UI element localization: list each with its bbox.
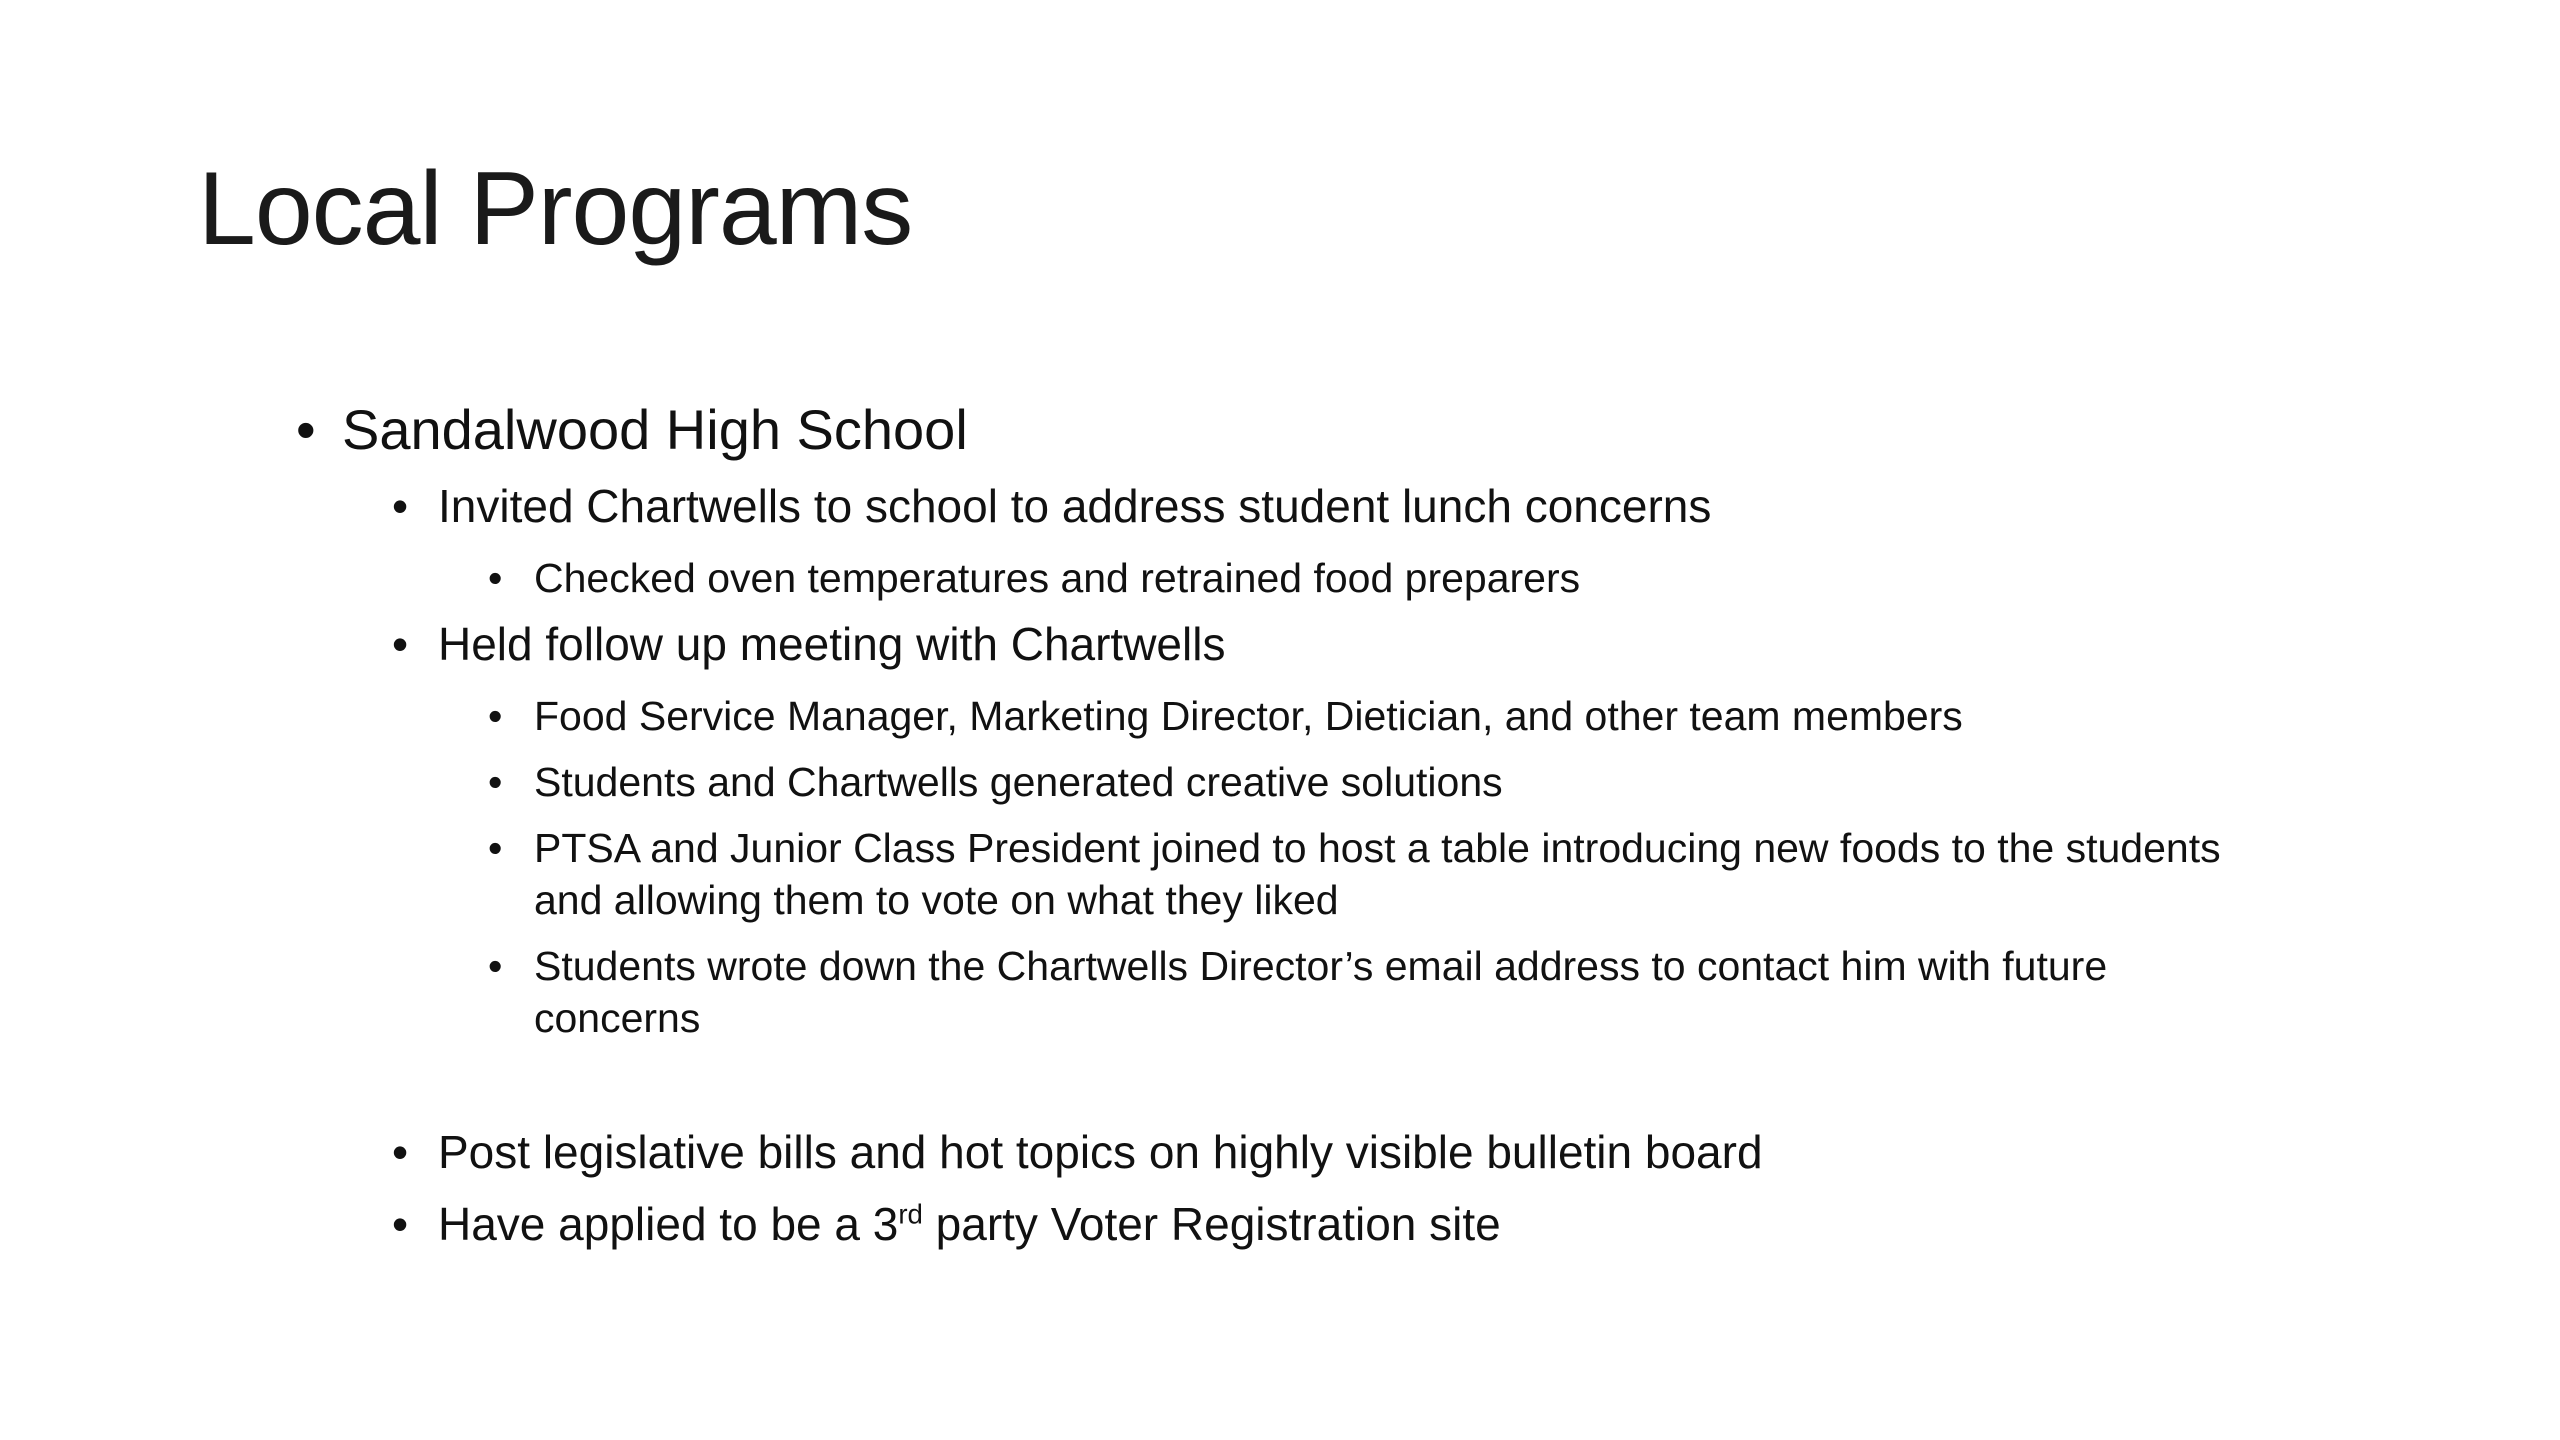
bullet-food-service <box>488 690 2388 742</box>
bullet-text: Students and Chartwells generated creative solutions <box>534 759 1503 805</box>
bullet-text-line: and allowing them to vote on what they liked <box>534 877 1339 923</box>
bullet-text: Invited Chartwells to school to address student lunch concerns <box>438 480 1712 532</box>
bullet-icon: • <box>392 618 409 670</box>
bullet-text: Post legislative bills and hot topics on highly visible bulletin board <box>438 1126 1763 1178</box>
bullet-text: Held follow up meeting with Chartwells <box>438 618 1226 670</box>
bullet-text-line: Students wrote down the Chartwells Director’s email address to contact him with future <box>534 943 2108 989</box>
voter-suffix: party Voter Registration site <box>922 1198 1501 1250</box>
bullet-ptsa <box>488 822 2388 926</box>
bullet-voter <box>392 1196 1501 1252</box>
bullet-icon: • <box>392 480 409 532</box>
bullet-icon: • <box>392 1126 409 1178</box>
bullet-text <box>534 822 2221 926</box>
slide-title: Local Programs <box>198 151 913 267</box>
bullet-held <box>392 616 1225 672</box>
bullet-text-line: PTSA and Junior Class President joined to host a table introducing new foods to the students <box>534 825 2221 871</box>
bullet-text: Sandalwood High School <box>342 398 968 461</box>
bullet-icon: • <box>488 693 503 739</box>
bullet-text <box>534 940 2107 1044</box>
bullet-students-generated <box>488 756 2388 808</box>
bullet-email <box>488 940 2388 1044</box>
bullet-text: Food Service Manager, Marketing Director, Dietician, and other team members <box>534 693 1963 739</box>
bullet-icon: • <box>392 1198 409 1250</box>
bullet-icon: • <box>488 943 503 989</box>
voter-superscript: rd <box>898 1198 923 1230</box>
bullet-post <box>392 1124 1763 1180</box>
bullet-text-line: concerns <box>534 995 701 1041</box>
bullet-checked <box>488 552 2388 604</box>
bullet-text: Checked oven temperatures and retrained food preparers <box>534 555 1581 601</box>
bullet-icon: • <box>488 555 503 601</box>
voter-prefix: Have applied to be a 3 <box>438 1198 899 1250</box>
bullet-icon: • <box>488 825 503 871</box>
bullet-text <box>438 1196 1501 1252</box>
bullet-sandalwood <box>296 396 968 464</box>
bullet-invited <box>392 478 1711 534</box>
bullet-icon: • <box>296 398 316 461</box>
bullet-icon: • <box>488 759 503 805</box>
